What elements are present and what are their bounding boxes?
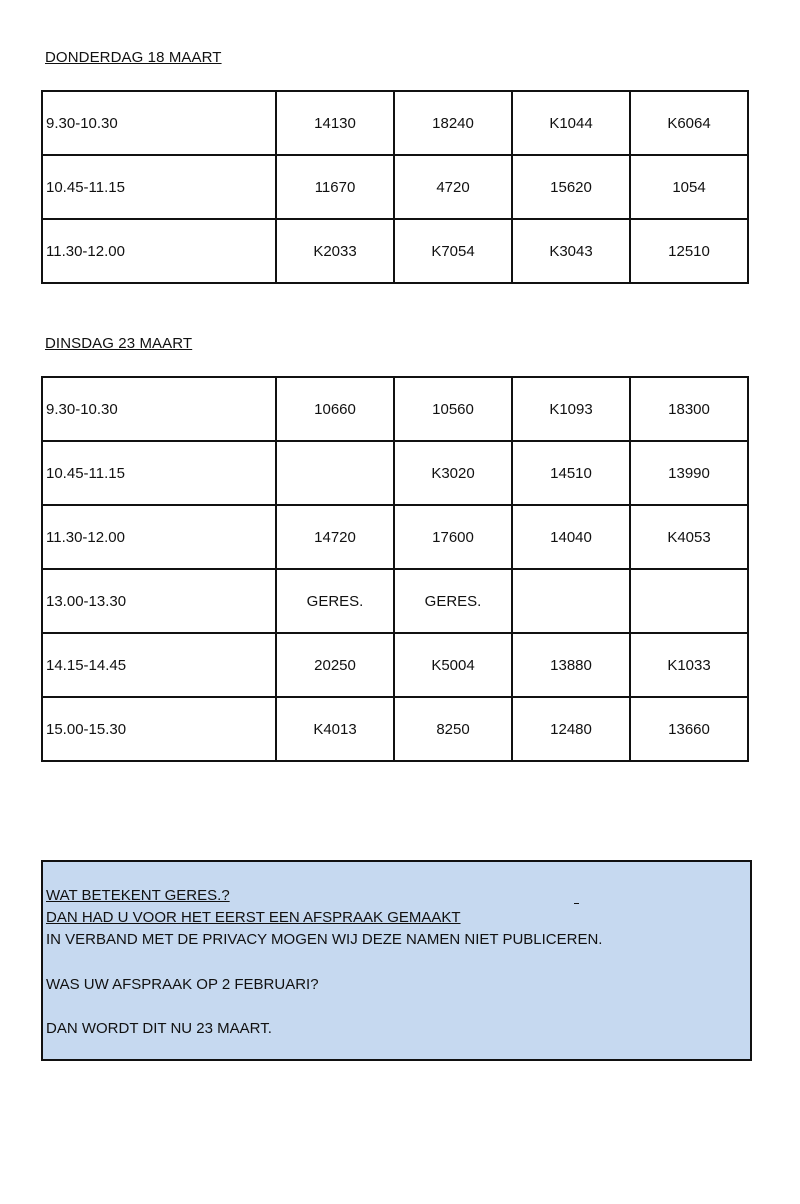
slot-cell: K3043 <box>512 219 630 283</box>
time-cell: 15.00-15.30 <box>42 697 276 761</box>
time-cell: 10.45-11.15 <box>42 155 276 219</box>
time-cell: 11.30-12.00 <box>42 505 276 569</box>
slot-cell: 14720 <box>276 505 394 569</box>
slot-cell: K5004 <box>394 633 512 697</box>
slot-cell: 18240 <box>394 91 512 155</box>
schedule-table-tuesday <box>41 376 749 762</box>
slot-cell: 17600 <box>394 505 512 569</box>
day-heading-tuesday: DINSDAG 23 MAART <box>45 335 193 352</box>
slot-cell: 14510 <box>512 441 630 505</box>
slot-cell: 12510 <box>630 219 748 283</box>
slot-cell: 13660 <box>630 697 748 761</box>
slot-cell: GERES. <box>394 569 512 633</box>
note-question: WAT BETEKENT GERES.? <box>46 887 230 904</box>
slot-cell: K2033 <box>276 219 394 283</box>
slot-cell: 15620 <box>512 155 630 219</box>
table-row <box>42 505 748 569</box>
slot-cell: 12480 <box>512 697 630 761</box>
table-row <box>42 155 748 219</box>
time-cell: 10.45-11.15 <box>42 441 276 505</box>
underline-mark <box>574 903 579 904</box>
slot-cell: GERES. <box>276 569 394 633</box>
slot-cell: K4013 <box>276 697 394 761</box>
slot-cell <box>512 569 630 633</box>
note-answer-2: DAN WORDT DIT NU 23 MAART. <box>46 1020 272 1037</box>
table-row <box>42 697 748 761</box>
slot-cell: 8250 <box>394 697 512 761</box>
slot-cell: K1093 <box>512 377 630 441</box>
slot-cell: 10560 <box>394 377 512 441</box>
slot-cell: K7054 <box>394 219 512 283</box>
slot-cell <box>630 569 748 633</box>
note-question-2: WAS UW AFSPRAAK OP 2 FEBRUARI? <box>46 976 319 993</box>
slot-cell: 14130 <box>276 91 394 155</box>
slot-cell: 13880 <box>512 633 630 697</box>
time-cell: 11.30-12.00 <box>42 219 276 283</box>
time-cell: 13.00-13.30 <box>42 569 276 633</box>
slot-cell: 1054 <box>630 155 748 219</box>
slot-cell: K6064 <box>630 91 748 155</box>
day-heading-thursday: DONDERDAG 18 MAART <box>45 49 222 66</box>
schedule-table-thursday <box>41 90 749 284</box>
slot-cell: K3020 <box>394 441 512 505</box>
slot-cell: 11670 <box>276 155 394 219</box>
slot-cell: 13990 <box>630 441 748 505</box>
table-row <box>42 441 748 505</box>
note-answer: DAN HAD U VOOR HET EERST EEN AFSPRAAK GEMAAKT <box>46 909 461 926</box>
table-row <box>42 219 748 283</box>
slot-cell: 14040 <box>512 505 630 569</box>
slot-cell: K1044 <box>512 91 630 155</box>
slot-cell: 4720 <box>394 155 512 219</box>
slot-cell <box>276 441 394 505</box>
time-cell: 14.15-14.45 <box>42 633 276 697</box>
slot-cell: 18300 <box>630 377 748 441</box>
table-row <box>42 633 748 697</box>
table-row <box>42 569 748 633</box>
time-cell: 9.30-10.30 <box>42 377 276 441</box>
slot-cell: K1033 <box>630 633 748 697</box>
info-note-box <box>41 860 752 1061</box>
time-cell: 9.30-10.30 <box>42 91 276 155</box>
note-privacy: IN VERBAND MET DE PRIVACY MOGEN WIJ DEZE NAMEN NIET PUBLICEREN. <box>46 931 603 948</box>
slot-cell: 10660 <box>276 377 394 441</box>
table-row <box>42 377 748 441</box>
slot-cell: 20250 <box>276 633 394 697</box>
slot-cell: K4053 <box>630 505 748 569</box>
table-row <box>42 91 748 155</box>
